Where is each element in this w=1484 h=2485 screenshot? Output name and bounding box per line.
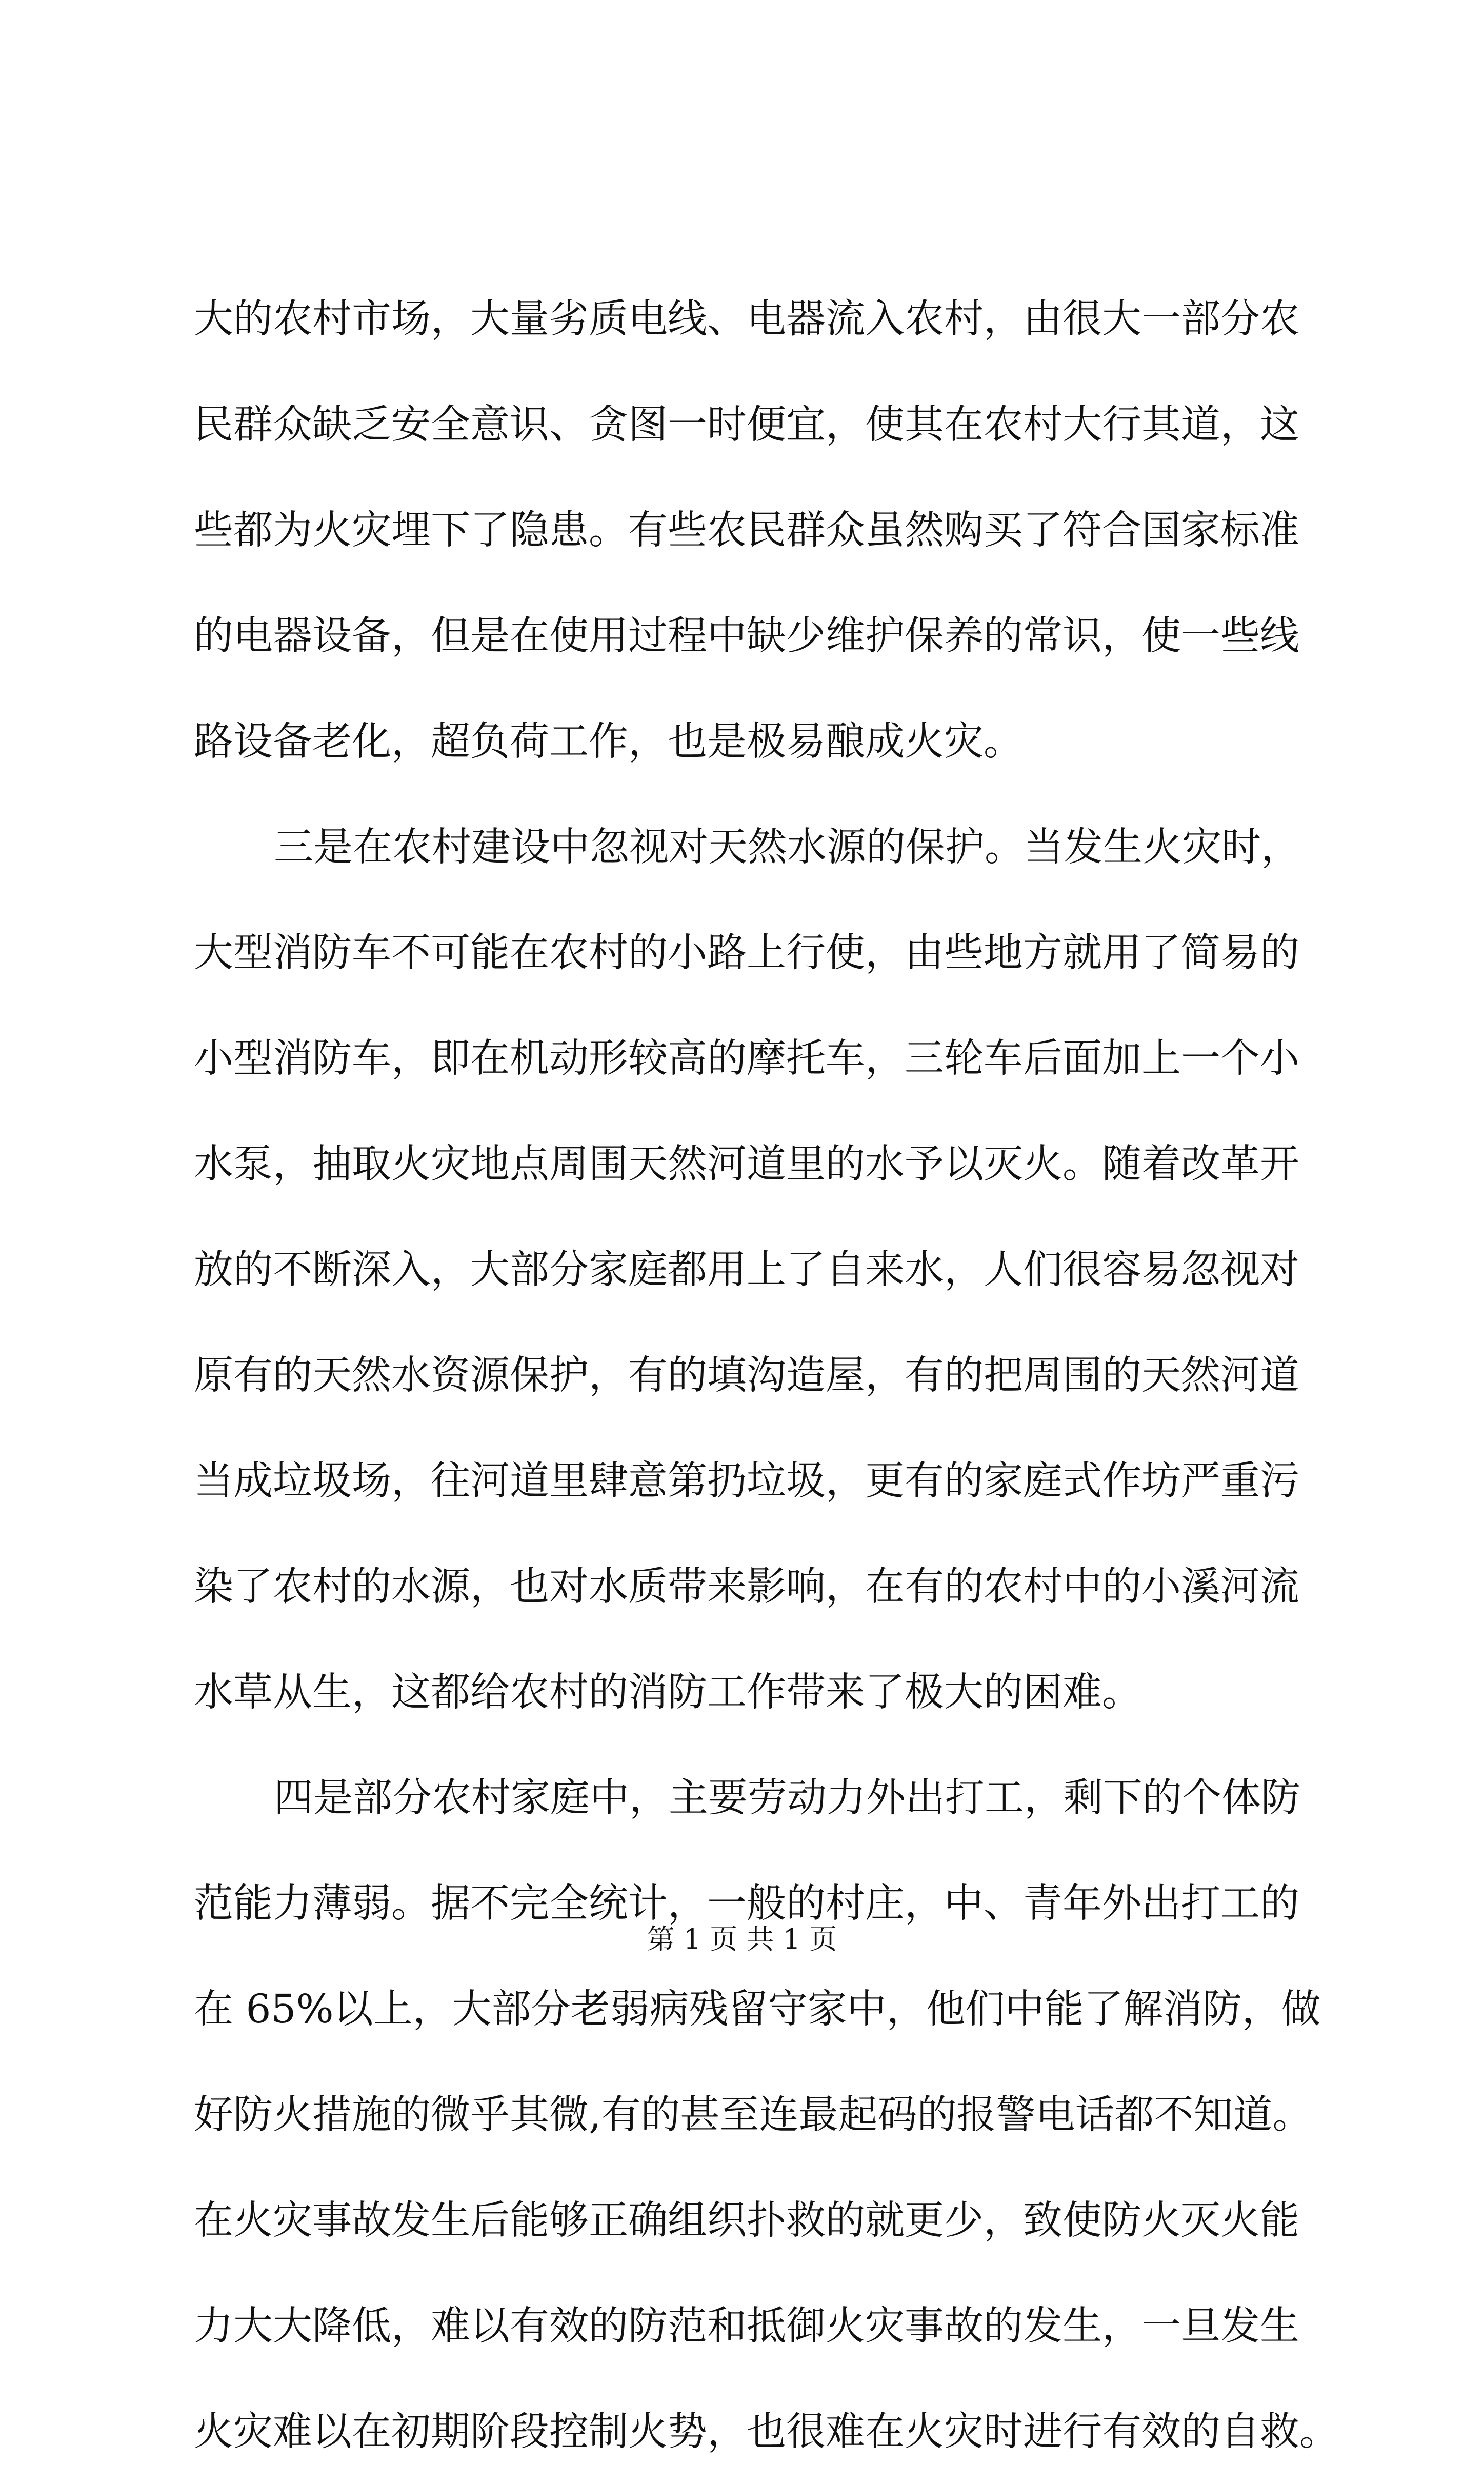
paragraph-1-line-1: 大的农村市场，大量劣质电线、电器流入农村，由很大一部分农 bbox=[194, 296, 1299, 342]
paragraph-1-line-5: 路设备老化，超负荷工作，也是极易酿成火灾。 bbox=[194, 719, 1023, 765]
paragraph-3-line-7: 火灾难以在初期阶段控制火势，也很难在火灾时进行有效的自救。 bbox=[194, 2409, 1339, 2455]
paragraph-2-line-4: 水泵，抽取火灾地点周围天然河道里的水予以灭火。随着改革开 bbox=[194, 1141, 1299, 1187]
page-number-label: 第 1 页 共 1 页 bbox=[647, 1923, 837, 1955]
page-footer bbox=[0, 1919, 1484, 1960]
paragraph-2-line-6: 原有的天然水资源保护，有的填沟造屋，有的把周围的天然河道 bbox=[194, 1353, 1299, 1398]
paragraph-2-line-7: 当成垃圾场，往河道里肆意第扔垃圾，更有的家庭式作坊严重污 bbox=[194, 1458, 1299, 1504]
paragraph-2-line-5: 放的不断深入，大部分家庭都用上了自来水，人们很容易忽视对 bbox=[194, 1247, 1299, 1293]
paragraph-3-line-6: 力大大降低，难以有效的防范和抵御火灾事故的发生，一旦发生 bbox=[194, 2303, 1299, 2349]
paragraph-2-line-9: 水草从生，这都给农村的消防工作带来了极大的困难。 bbox=[194, 1670, 1141, 1715]
body-text bbox=[194, 267, 1339, 2485]
paragraph-3-line-2: 范能力薄弱。据不完全统计，一般的村庄，中、青年外出打工的 bbox=[194, 1881, 1299, 1927]
paragraph-3-line-3: 在 65%以上，大部分老弱病残留守家中，他们中能了解消防，做 bbox=[194, 1987, 1321, 2032]
paragraph-3-line-5: 在火灾事故发生后能够正确组织扑救的就更少，致使防火灭火能 bbox=[194, 2198, 1299, 2243]
paragraph-2-line-1: 三是在农村建设中忽视对天然水源的保护。当发生火灾时， bbox=[274, 825, 1300, 870]
paragraph-2-line-3: 小型消防车，即在机动形较高的摩托车，三轮车后面加上一个小 bbox=[194, 1036, 1299, 1081]
paragraph-1-line-2: 民群众缺乏安全意识、贪图一时便宜，使其在农村大行其道，这 bbox=[194, 402, 1299, 448]
paragraph-1-line-4: 的电器设备，但是在使用过程中缺少维护保养的常识，使一些线 bbox=[194, 613, 1299, 659]
paragraph-2-line-8: 染了农村的水源，也对水质带来影响，在有的农村中的小溪河流 bbox=[194, 1564, 1299, 1610]
paragraph-2-line-2: 大型消防车不可能在农村的小路上行使，由些地方就用了简易的 bbox=[194, 930, 1299, 976]
paragraph-3-line-1: 四是部分农村家庭中，主要劳动力外出打工，剩下的个体防 bbox=[274, 1775, 1300, 1821]
paragraph-3-line-4: 好防火措施的微乎其微,有的甚至连最起码的报警电话都不知道。 bbox=[194, 2092, 1312, 2138]
paragraph-1-line-3: 些都为火灾埋下了隐患。有些农民群众虽然购买了符合国家标准 bbox=[194, 508, 1299, 553]
